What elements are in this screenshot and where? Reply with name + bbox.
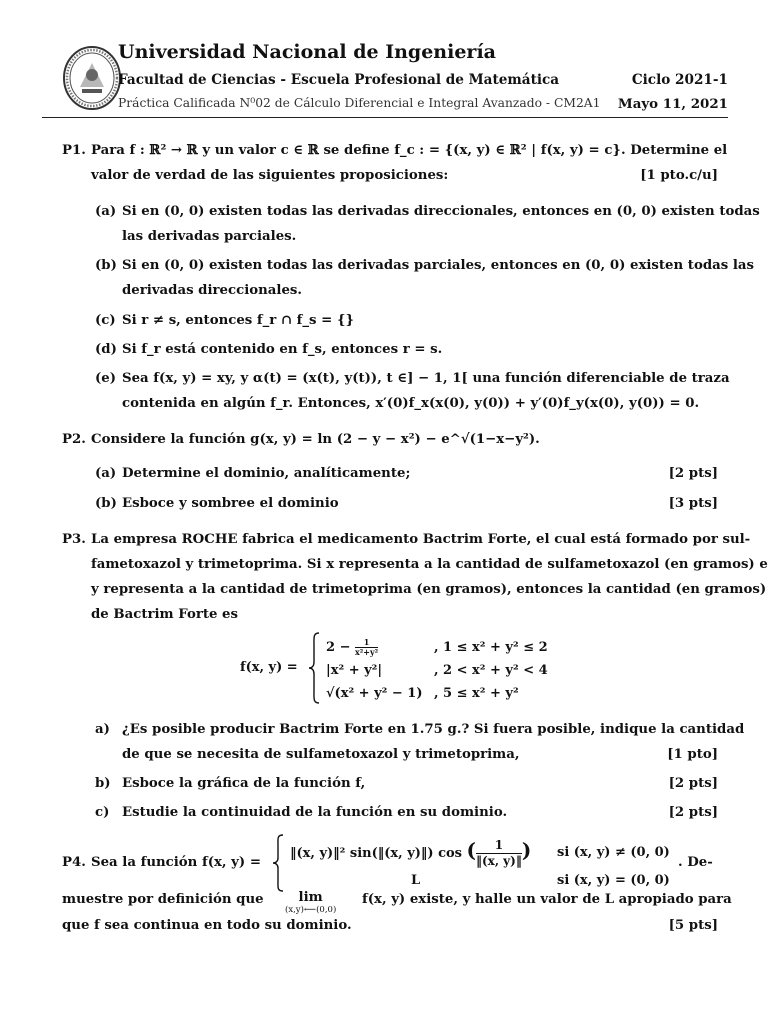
p3-item-a-line1: ¿Es posible producir Bactrim Forte en 1.75 g.? Si fuera posible, indique la cantidad: [122, 722, 745, 737]
p1-item-c-label: (c): [95, 313, 116, 328]
p1-item-d-line1: Si f_r está contenido en f_s, entonces r = s.: [122, 342, 443, 357]
p1-item-d-label: (d): [95, 342, 117, 357]
p3-item-c-points: [2 pts]: [668, 805, 718, 820]
left-brace-icon: [308, 632, 320, 704]
p2-item-a-text: Determine el dominio, analíticamente;: [122, 466, 411, 481]
p3-item-b-line1: Esboce la gráfica de la función f,: [122, 776, 366, 791]
cycle-label: Ciclo 2021-1: [631, 72, 728, 88]
p1-item-a-line1: Si en (0, 0) existen todas las derivadas direccionales, entonces en (0, 0) existen todas: [122, 204, 760, 219]
p4-line3: que f sea continua en todo su dominio.: [62, 918, 352, 933]
p3-case2-cond: , 2 < x² + y² < 4: [434, 663, 548, 678]
p2-label: P2.: [62, 432, 86, 447]
p3-case3-cond: , 5 ≤ x² + y²: [434, 686, 519, 701]
p3-line4: de Bactrim Forte es: [91, 607, 238, 622]
p3-item-a-label: a): [95, 722, 110, 737]
p1-item-b-line2: derivadas direccionales.: [122, 283, 303, 298]
p1-item-c-line1: Si r ≠ s, entonces f_r ∩ f_s = {}: [122, 313, 355, 328]
p3-function-name: f(x, y) =: [240, 660, 298, 675]
p4-case1-cond: si (x, y) ≠ (0, 0): [557, 845, 670, 860]
p2-item-a-points: [2 pts]: [668, 466, 718, 481]
p3-item-c-label: c): [95, 805, 110, 820]
p2-item-b-text: Esboce y sombree el dominio: [122, 496, 339, 511]
p4-points: [5 pts]: [668, 918, 718, 933]
p1-item-e-line2: contenida en algún f_r. Entonces, x′(0)f_x(x(0), y(0)) + y′(0)f_y(x(0), y(0)) = 0.: [122, 396, 700, 411]
faculty-name: Facultad de Ciencias - Escuela Profesional de Matemática: [118, 72, 560, 88]
p1-line2: valor de verdad de las siguientes proposiciones:: [91, 168, 449, 183]
p1-line1: Para f : ℝ² → ℝ y un valor c ∈ ℝ se define f_c : = {(x, y) ∈ ℝ² | f(x, y) = c}. Determine el: [91, 143, 728, 158]
p1-item-b-line1: Si en (0, 0) existen todas las derivadas parciales, entonces en (0, 0) existen todas las: [122, 258, 755, 273]
p3-case1-cond: , 1 ≤ x² + y² ≤ 2: [434, 640, 548, 655]
p4-tail: . De-: [678, 855, 713, 870]
university-seal-icon: [62, 45, 122, 111]
p1-item-e-line1: Sea f(x, y) = xy, y α(t) = (x(t), y(t)), t ∈] − 1, 1[ una función diferenciable de traza: [122, 371, 730, 386]
p2-text: Considere la función g(x, y) = ln (2 − y − x²) − e^√(1−x−y²).: [91, 432, 540, 447]
p4-line2-post: f(x, y) existe, y halle un valor de L apropiado para: [362, 892, 732, 907]
p2-item-a-label: (a): [95, 466, 117, 481]
exam-date: Mayo 11, 2021: [617, 96, 728, 112]
p3-line2: fametoxazol y trimetoprima. Si x representa a la cantidad de sulfametoxazol (en gramos) e: [91, 557, 768, 572]
p3-case1-expr: 2 − $\frac{1}{\text{x²+y²}}$: [326, 637, 379, 657]
university-name: Universidad Nacional de Ingeniería: [118, 41, 496, 63]
p3-label: P3.: [62, 532, 86, 547]
p4-case1-expr: ‖(x, y)‖² sin(‖(x, y)‖) cos ( $\frac{1}{‖(x, y)‖}$): [290, 838, 532, 868]
p3-line3: y representa a la cantidad de trimetoprima (en gramos), entonces la cantidad (en gramos): [91, 582, 767, 597]
p3-case3-expr: √(x² + y² − 1): [326, 686, 423, 701]
p3-item-c-line1: Estudie la continuidad de la función en su dominio.: [122, 805, 508, 820]
p4-label: P4.: [62, 855, 86, 870]
p3-item-a-points: [1 pto]: [667, 747, 718, 762]
p3-item-a-line2: de que se necesita de sulfametoxazol y trimetoprima,: [122, 747, 520, 762]
p4-line2-pre: muestre por definición que: [62, 892, 264, 907]
p3-item-b-points: [2 pts]: [668, 776, 718, 791]
p1-item-e-label: (e): [95, 371, 117, 386]
p2-item-b-label: (b): [95, 496, 117, 511]
p3-line1: La empresa ROCHE fabrica el medicamento Bactrim Forte, el cual está formado por sul-: [91, 532, 751, 547]
left-brace-icon: [272, 834, 284, 892]
p1-item-a-label: (a): [95, 204, 117, 219]
header-rule: [42, 117, 728, 118]
p4-case2-cond: si (x, y) = (0, 0): [557, 873, 670, 888]
p1-item-a-line2: las derivadas parciales.: [122, 229, 297, 244]
exam-title: Práctica Calificada N⁰02 de Cálculo Diferencial e Integral Avanzado - CM2A1: [118, 96, 601, 110]
p3-case2-expr: |x² + y²|: [326, 663, 383, 678]
p4-lead: Sea la función f(x, y) =: [91, 855, 261, 870]
p4-limit: lim (x,y)⟵(0,0): [285, 890, 337, 915]
p3-item-b-label: b): [95, 776, 111, 791]
p2-item-b-points: [3 pts]: [668, 496, 718, 511]
p1-item-b-label: (b): [95, 258, 117, 273]
p1-label: P1.: [62, 143, 86, 158]
p4-case2-expr: L: [411, 873, 421, 888]
p1-points: [1 pto.c/u]: [640, 168, 718, 183]
